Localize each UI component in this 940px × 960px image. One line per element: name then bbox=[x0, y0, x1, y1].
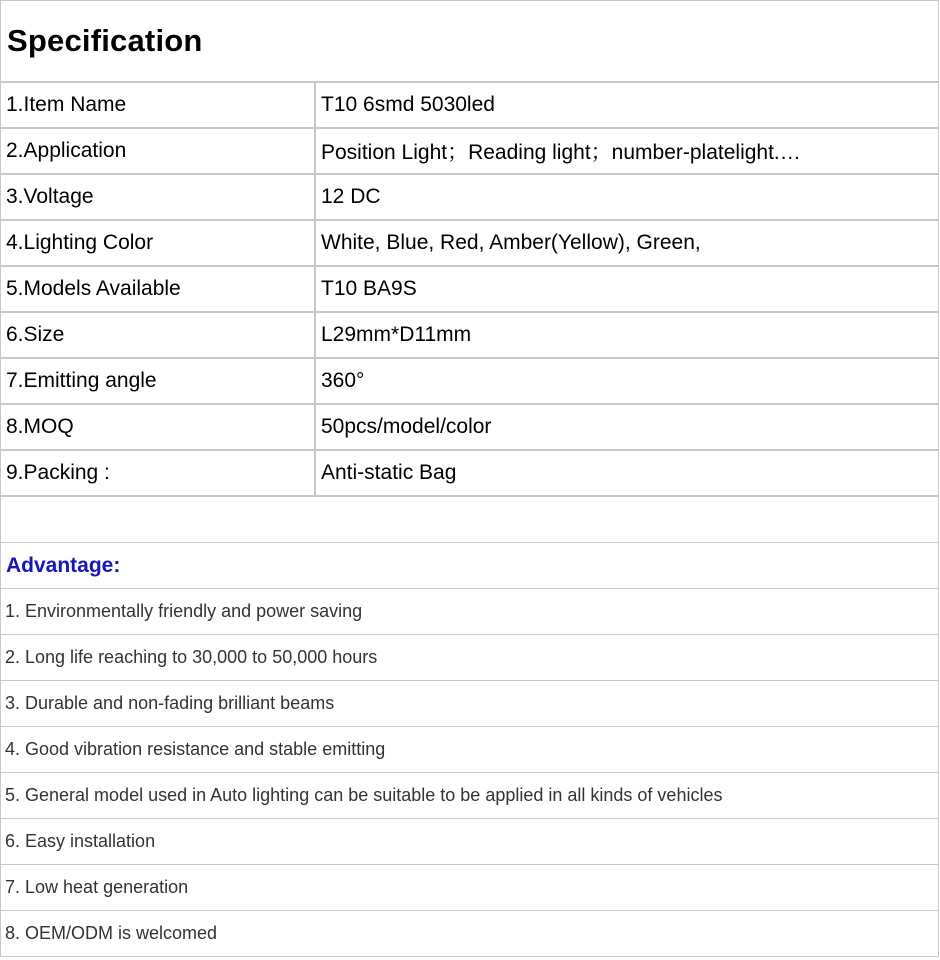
advantage-heading: Advantage: bbox=[1, 543, 938, 589]
spec-key: 6.Size bbox=[1, 313, 316, 357]
spec-row bbox=[1, 175, 938, 221]
advantage-item: 3. Durable and non-fading brilliant beams bbox=[1, 681, 938, 727]
spec-value: Anti-static Bag bbox=[321, 461, 457, 484]
spec-key: 8.MOQ bbox=[1, 405, 316, 449]
advantage-item: 7. Low heat generation bbox=[1, 865, 938, 911]
advantage-item: 1. Environmentally friendly and power saving bbox=[1, 589, 938, 635]
advantage-item: 6. Easy installation bbox=[1, 819, 938, 865]
spec-value: T10 6smd 5030led bbox=[321, 93, 495, 116]
spec-key: 2.Application bbox=[1, 129, 316, 173]
advantage-item: 2. Long life reaching to 30,000 to 50,000 hours bbox=[1, 635, 938, 681]
spec-row bbox=[1, 129, 938, 175]
spec-key: 4.Lighting Color bbox=[1, 221, 316, 265]
spec-row bbox=[1, 267, 938, 313]
spec-row bbox=[1, 83, 938, 129]
spec-value: Position Light；Reading light；number-platelight.… bbox=[321, 141, 801, 164]
advantage-item: 5. General model used in Auto lighting can be suitable to be applied in all kinds of vehicles bbox=[1, 773, 938, 819]
spec-row bbox=[1, 359, 938, 405]
spec-key: 9.Packing : bbox=[1, 451, 316, 495]
advantage-item: 8. OEM/ODM is welcomed bbox=[1, 911, 938, 957]
spec-value: White, Blue, Red, Amber(Yellow), Green, bbox=[321, 231, 701, 254]
spec-value: 50pcs/model/color bbox=[321, 415, 492, 438]
spec-row bbox=[1, 221, 938, 267]
spec-value: L29mm*D11mm bbox=[321, 323, 472, 346]
spec-row bbox=[1, 313, 938, 359]
spec-key: 1.Item Name bbox=[1, 83, 316, 127]
spec-value: 360° bbox=[321, 369, 365, 392]
spec-key: 7.Emitting angle bbox=[1, 359, 316, 403]
spec-key: 3.Voltage bbox=[1, 175, 316, 219]
spec-row bbox=[1, 451, 938, 497]
title-row bbox=[1, 1, 938, 83]
blank-row bbox=[1, 497, 938, 543]
spec-value: 12 DC bbox=[321, 185, 381, 208]
advantage-item: 4. Good vibration resistance and stable emitting bbox=[1, 727, 938, 773]
page-title: Specification bbox=[7, 23, 203, 58]
spec-row bbox=[1, 405, 938, 451]
spec-key: 5.Models Available bbox=[1, 267, 316, 311]
spec-value: T10 BA9S bbox=[321, 277, 417, 300]
